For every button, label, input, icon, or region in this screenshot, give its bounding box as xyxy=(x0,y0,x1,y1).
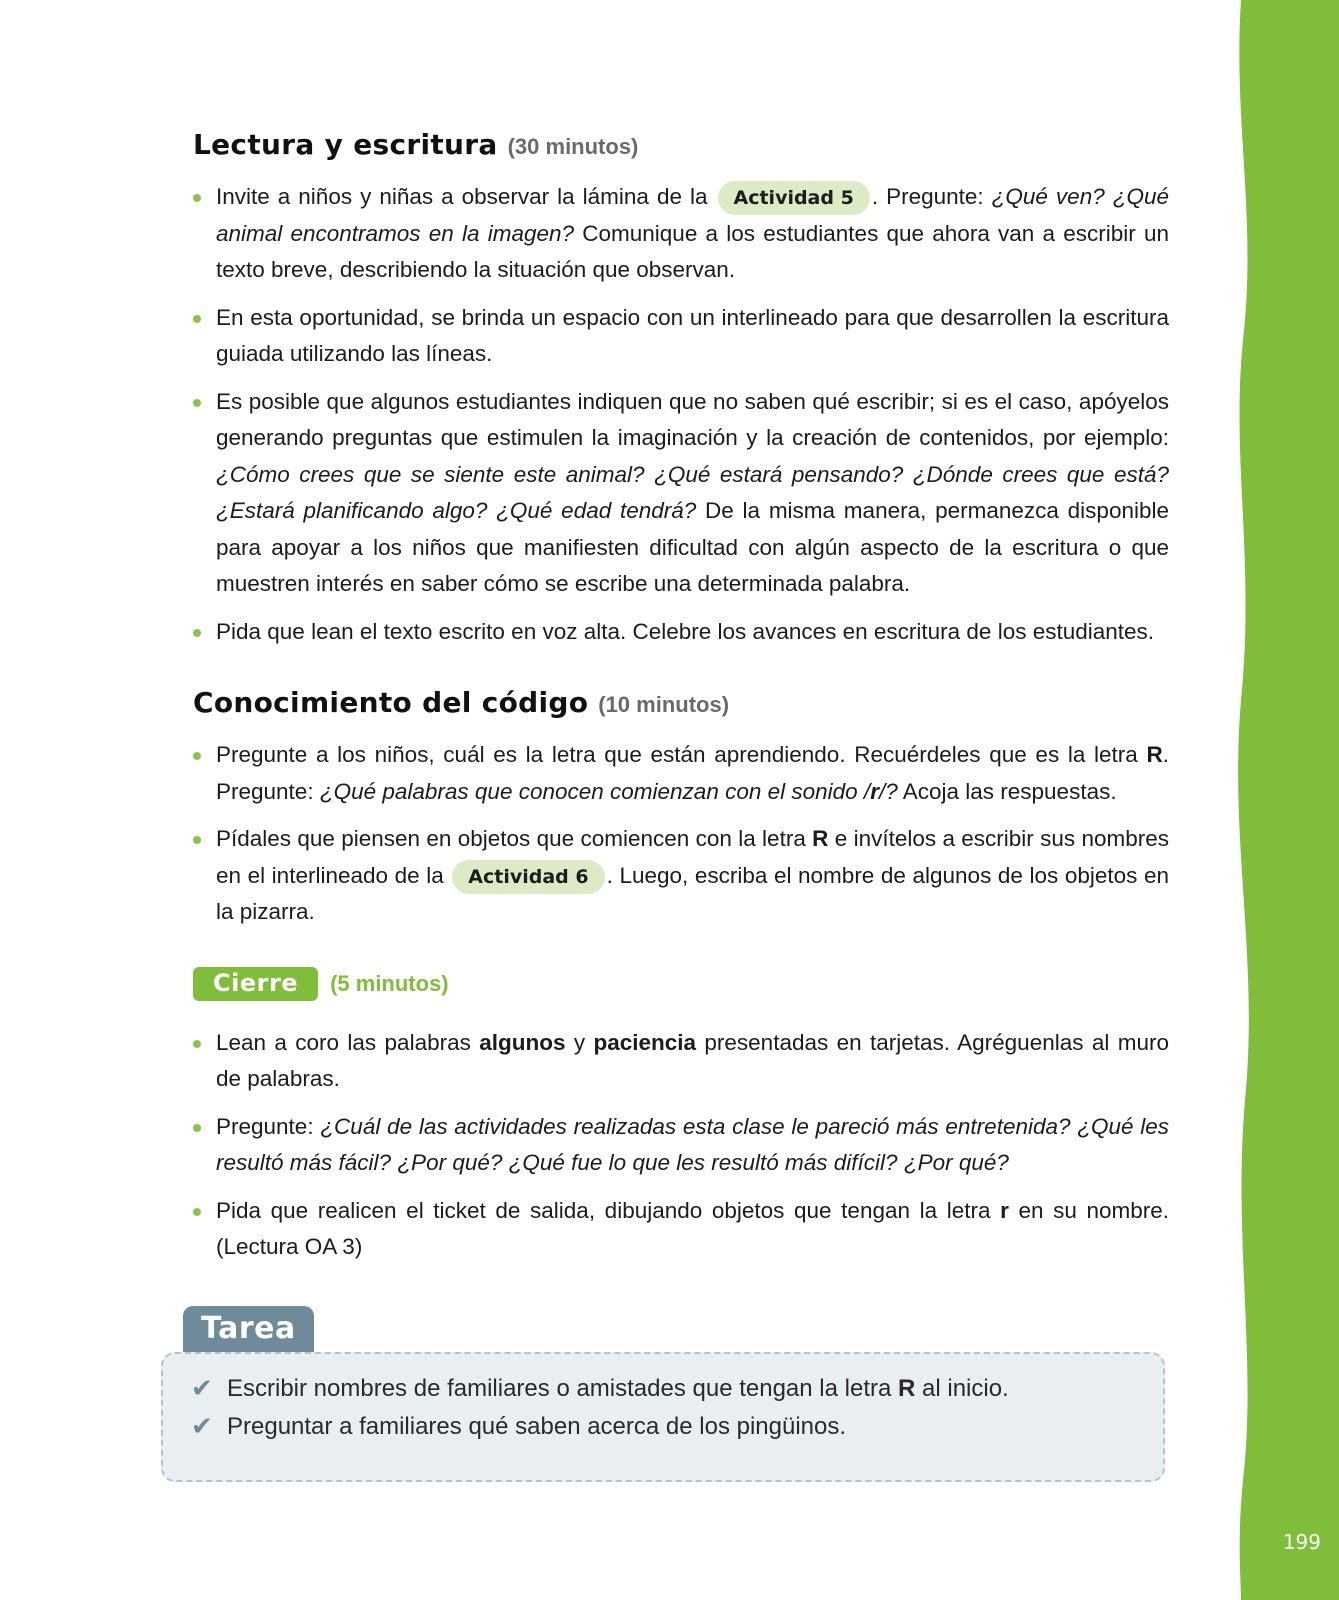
page-number: 199 xyxy=(1282,1530,1321,1554)
bold-word: paciencia xyxy=(593,1029,697,1055)
section-duration: (5 minutos) xyxy=(330,970,449,996)
bullet-item xyxy=(193,821,1169,931)
tarea-text: Escribir nombres de familiares o amistades que tengan la letra R al inicio. xyxy=(227,1375,1009,1402)
tarea-tab: Tarea xyxy=(183,1306,314,1352)
bullet-text: e invítelos a escribir sus nombres en el interlineado de la xyxy=(216,826,1169,888)
bullet-list xyxy=(193,179,1169,650)
bullet-text: Es posible que algunos estudiantes indiquen que no saben qué escribir; si es el caso, apóyelos generando preguntas que estimulen la imaginación y la creación de contenidos, por ejemplo: xyxy=(216,388,1169,450)
bullet-text: Comunique a los estudiantes que ahora van a escribir un texto breve, describiendo la situación que observan. xyxy=(216,220,1169,282)
bold-letter: R xyxy=(812,826,829,851)
cierre-tag: Cierre xyxy=(193,967,318,1001)
side-decorative-band xyxy=(1229,0,1339,1600)
activity-badge: Actividad 6 xyxy=(452,860,604,894)
bullet-item xyxy=(193,384,1169,603)
bullet-text: en su nombre. (Lectura OA 3) xyxy=(216,1197,1169,1259)
bullet-text: Pregunte a los niños, cuál es la letra que están aprendiendo. Recuérdeles que es la letra xyxy=(216,742,1147,767)
bullet-text: Pida que lean el texto escrito en voz alta. Celebre los avances en escritura de los estudiantes. xyxy=(216,618,1155,644)
bullet-text: y xyxy=(565,1029,594,1055)
bullet-text: De la misma manera, permanezca disponible para apoyar a los niños que manifiesten dificultad con algún aspecto de la escritura o que muestren interés en saber cómo se escribe una determinada palabra. xyxy=(216,498,1169,596)
bullet-text: . Luego, escriba el nombre de algunos de los objetos en la pizarra. xyxy=(216,862,1169,924)
bullet-question: ¿Cuál de las actividades realizadas esta clase le pareció más entretenida? ¿Qué les resultó más fácil? ¿Por qué? ¿Qué fue lo que les resultó más difícil? ¿Por qué? xyxy=(216,1113,1170,1175)
cierre-heading xyxy=(193,967,1169,1001)
bullet-list xyxy=(193,737,1169,931)
bullet-text: Pídales que piensen en objetos que comiencen con la letra xyxy=(216,826,813,851)
section-conocimiento-codigo xyxy=(193,686,1169,931)
bullet-text: Invite a niños y niñas a observar la lámina de la xyxy=(216,184,708,209)
section-cierre xyxy=(193,967,1169,1266)
tarea-box xyxy=(161,1352,1165,1482)
section-duration: (10 minutos) xyxy=(598,692,730,717)
bullet-question: ¿Qué palabras que conocen comienzan con el sonido / xyxy=(319,778,871,804)
bullet-text: Acoja las respuestas. xyxy=(897,778,1117,804)
bold-letter: r xyxy=(870,778,879,804)
bullet-item xyxy=(193,737,1169,810)
section-heading xyxy=(193,128,1169,161)
bold-letter: r xyxy=(1000,1197,1009,1223)
section-title: Conocimiento del código xyxy=(193,686,589,719)
bullet-text: Lean a coro las palabras xyxy=(216,1029,480,1055)
bullet-item xyxy=(193,1025,1169,1098)
main-content xyxy=(193,128,1169,1302)
bullet-text: . Pregunte: xyxy=(216,742,1169,804)
bullet-item xyxy=(193,300,1169,373)
tarea-text: Preguntar a familiares qué saben acerca de los pingüinos. xyxy=(227,1413,847,1440)
section-lectura-escritura xyxy=(193,128,1169,650)
activity-badge: Actividad 5 xyxy=(718,181,870,215)
bullet-text: presentadas en tarjetas. Agréguenlas al muro de palabras. xyxy=(216,1029,1169,1091)
tarea-item xyxy=(191,1408,1135,1446)
bullet-item xyxy=(193,614,1169,651)
bullet-question: /? xyxy=(878,778,898,804)
bullet-text: Pregunte: xyxy=(216,1113,321,1139)
bullet-item xyxy=(193,179,1169,289)
bold-word: algunos xyxy=(479,1029,566,1055)
section-title: Lectura y escritura xyxy=(193,128,498,161)
bullet-text: Pida que realicen el ticket de salida, dibujando objetos que tengan la letra xyxy=(216,1197,1001,1223)
check-icon: ✔ xyxy=(191,1374,213,1404)
bullet-question: ¿Cómo crees que se siente este animal? ¿Qué estará pensando? ¿Dónde crees que está? ¿Estará planificando algo? ¿Qué edad tendrá? xyxy=(216,461,1169,523)
bullet-item xyxy=(193,1193,1169,1266)
bullet-text: . Pregunte: xyxy=(871,184,992,209)
bold-letter: R xyxy=(1146,742,1163,767)
check-icon: ✔ xyxy=(191,1412,213,1442)
section-heading xyxy=(193,686,1169,719)
bullet-question: ¿Qué ven? ¿Qué animal encontramos en la imagen? xyxy=(216,184,1169,246)
tarea-item xyxy=(191,1370,1135,1408)
bullet-list xyxy=(193,1025,1169,1266)
section-duration: (30 minutos) xyxy=(507,134,639,159)
bullet-item xyxy=(193,1109,1169,1182)
bullet-text: En esta oportunidad, se brinda un espacio con un interlineado para que desarrollen la escritura guiada utilizando las líneas. xyxy=(216,304,1169,366)
